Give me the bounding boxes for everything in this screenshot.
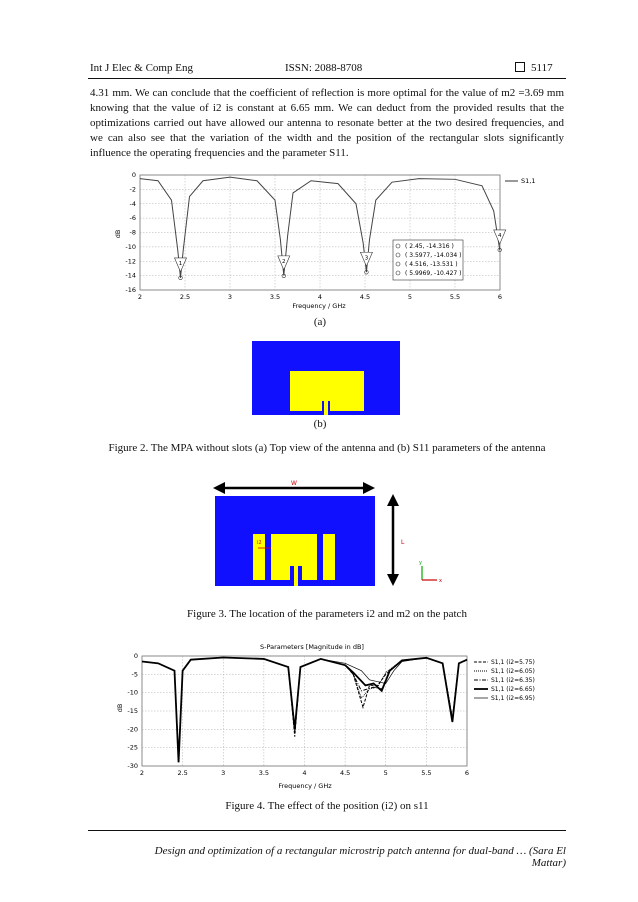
x-tick-label: 4.5 (339, 769, 351, 777)
page-number: 5117 (531, 62, 553, 74)
axis-y-label: y (419, 560, 422, 566)
i2-label: i2 (257, 540, 262, 546)
figure3-caption: Figure 3. The location of the parameters i2 and m2 on the patch (187, 608, 467, 620)
chart2-title: S-Parameters [Magnitude in dB] (260, 643, 364, 651)
chart1-xlabel: Frequency / GHz (292, 302, 346, 310)
y-tick-label: -30 (127, 762, 138, 770)
marker-readout-1: ( 2.45, -14.316 ) (405, 243, 454, 250)
right-slot (317, 534, 323, 580)
x-tick-label: 6 (497, 293, 503, 301)
i2-sweep-chart (112, 640, 552, 790)
feed-gap-fig2 (322, 401, 330, 415)
marker-label: 2 (282, 258, 286, 265)
x-tick-label: 4 (317, 293, 323, 301)
square-icon (515, 62, 525, 72)
y-tick-label: -5 (131, 670, 138, 679)
x-tick-label: 4.5 (359, 293, 371, 301)
y-tick-label: 0 (133, 652, 138, 660)
left-slot (265, 534, 271, 580)
body-paragraph: 4.31 mm. We can conclude that the coefficient of reflection is more optimal for the value of m2 =3.69 mm knowing that the value of i2 is constant at 6.65 mm. We can deduct from the provided results that the optimizations carried out have allowed our antenna to resonate better at the two desired frequencies, and we can also see that the variation of the width and the position of the rectangular slots significantly influence the operating frequencies and the parameter S11. (90, 87, 564, 159)
antenna-substrate-fig2 (252, 341, 400, 415)
axis-x-label: x (439, 578, 442, 584)
x-tick-label: 5.5 (449, 293, 461, 301)
legend-label: S1,1 (i2=6.05) (491, 668, 535, 675)
x-tick-label: 4 (302, 769, 307, 777)
marker-readout-3: ( 4.516, -13.531 ) (405, 261, 458, 268)
patch-parameters-diagram (205, 474, 455, 592)
figure2-label-a: (a) (313, 316, 327, 328)
x-tick-label: 6 (464, 769, 470, 777)
w-label: W (291, 480, 297, 487)
page-footer: Design and optimization of a rectangular microstrip patch antenna for dual-band … (Sara El Mattar) (154, 845, 566, 869)
x-tick-label: 3 (221, 769, 226, 777)
chart2-xlabel: Frequency / GHz (278, 782, 332, 790)
legend-label: S1,1 (i2=6.35) (491, 677, 535, 684)
x-tick-label: 2.5 (179, 293, 191, 301)
x-tick-label: 2.5 (177, 769, 188, 777)
legend-label: S1,1 (i2=6.65) (491, 686, 535, 693)
y-tick-label: -15 (127, 707, 138, 715)
y-tick-label: -14 (125, 271, 136, 280)
feed-line-fig2 (324, 401, 328, 415)
y-tick-label: -4 (129, 199, 136, 208)
chart1-ylabel: dB (114, 229, 122, 239)
y-tick-label: -10 (127, 688, 138, 697)
legend-label: S1,1 (i2=6.95) (491, 695, 535, 702)
chart2-legend (474, 659, 535, 702)
x-tick-label: 2 (139, 769, 145, 777)
y-tick-label: -2 (129, 185, 136, 194)
figure4-caption: Figure 4. The effect of the position (i2) on s11 (225, 800, 429, 812)
marker-readout-4: ( 5.9969, -10.427 ) (405, 270, 462, 277)
l-label: L (401, 539, 405, 546)
chart2-grid (142, 656, 467, 766)
x-tick-label: 5.5 (421, 769, 432, 777)
journal-name: Int J Elec & Comp Eng (90, 62, 193, 74)
x-tick-label: 2 (137, 293, 143, 301)
issn: ISSN: 2088-8708 (285, 62, 363, 74)
marker-readout-2: ( 3.5977, -14.034 ) (405, 252, 462, 259)
legend-label: S1,1 (i2=5.75) (491, 659, 535, 666)
y-tick-label: -8 (129, 228, 136, 237)
x-tick-label: 3.5 (258, 769, 270, 777)
y-tick-label: -12 (125, 257, 136, 266)
x-tick-label: 5 (383, 769, 388, 777)
y-tick-label: -6 (129, 214, 136, 223)
marker-label: 4 (497, 232, 502, 239)
footer-rule (88, 830, 566, 831)
chart2-ylabel: dB (116, 703, 124, 713)
y-tick-label: -10 (125, 242, 136, 251)
header-rule (88, 78, 566, 79)
y-tick-label: -16 (125, 286, 136, 294)
y-tick-label: -20 (127, 725, 138, 734)
y-tick-label: 0 (131, 171, 136, 179)
marker-label: 3 (364, 255, 369, 262)
x-tick-label: 3.5 (269, 293, 281, 301)
x-tick-label: 5 (407, 293, 413, 301)
figure2-label-b: (b) (313, 418, 327, 430)
feed-line-fig3 (294, 566, 298, 586)
figure2-caption: Figure 2. The MPA without slots (a) Top view of the antenna and (b) S11 parameters of the antenna (108, 442, 546, 454)
chart1-legend-label: S1,1 (521, 177, 536, 185)
y-tick-label: -25 (127, 743, 138, 752)
s11-chart (110, 168, 540, 318)
marker-label: 1 (178, 260, 183, 267)
chart1-marker-box (393, 240, 463, 280)
page-number-wrap (515, 62, 553, 74)
x-tick-label: 3 (227, 293, 233, 301)
